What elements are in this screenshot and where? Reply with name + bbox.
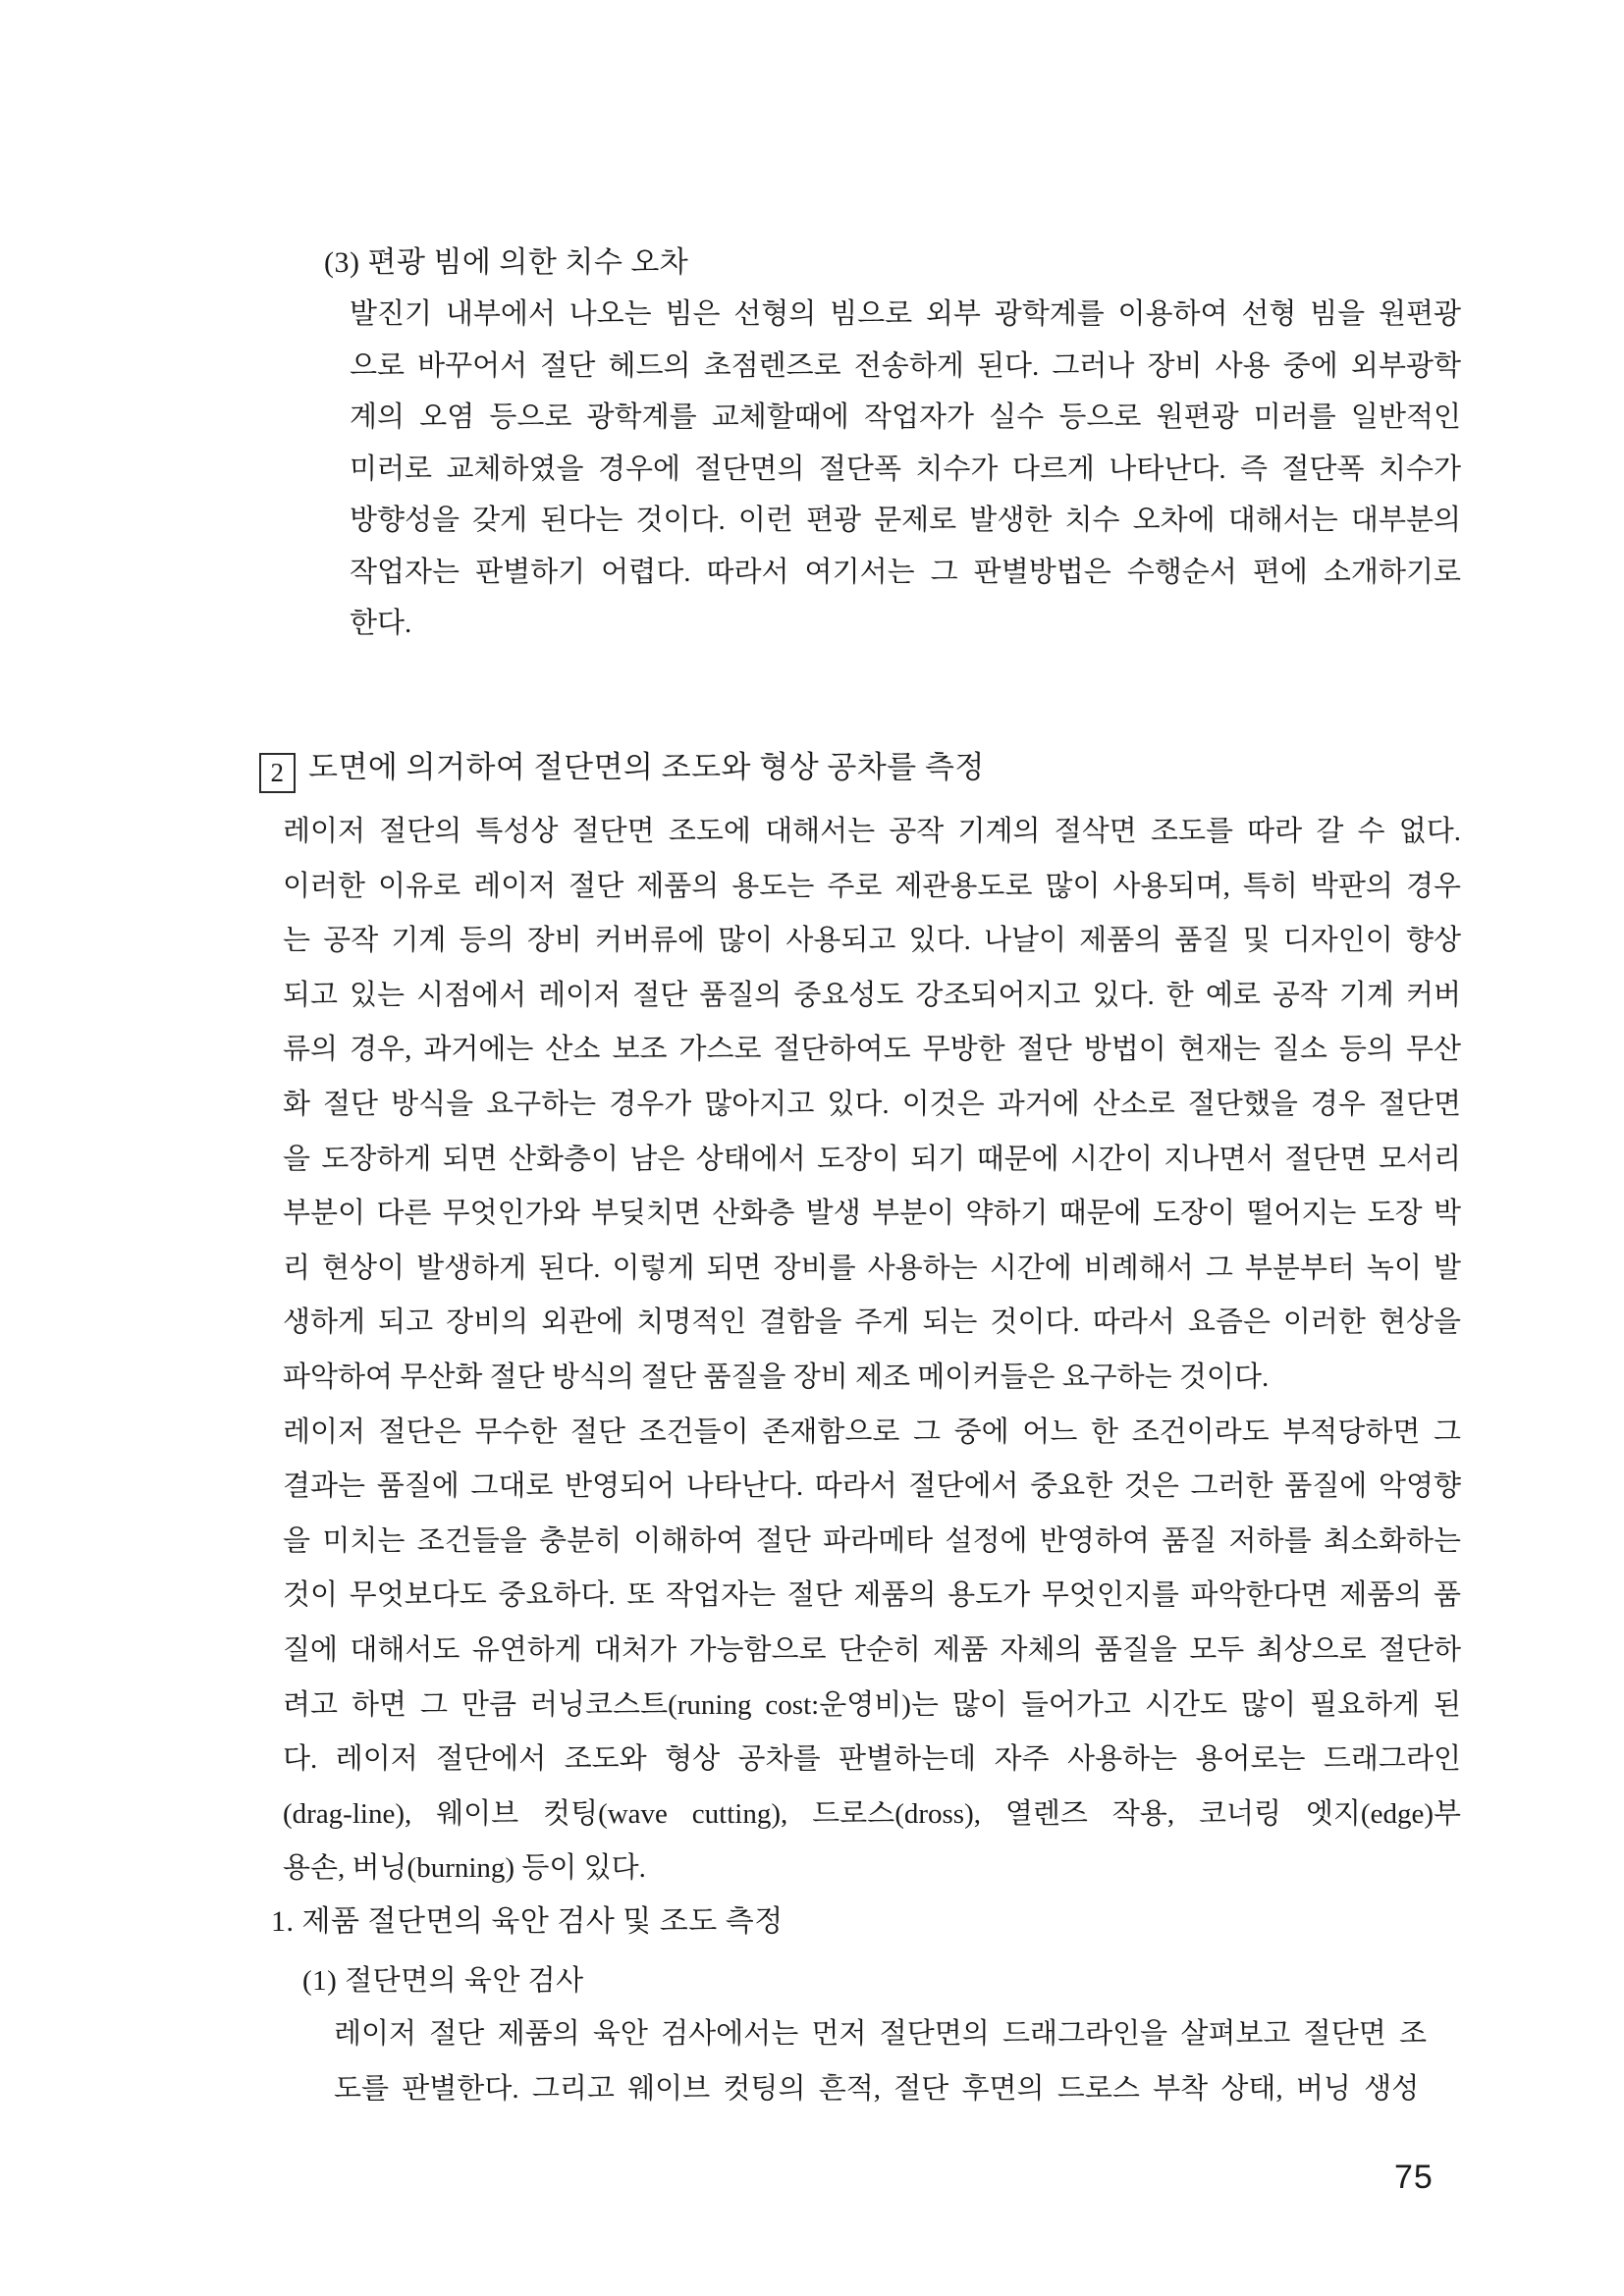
text-line: 레이저 절단의 특성상 절단면 조도에 대해서는 공작 기계의 절삭면 조도를 따라 갈 수 없다. bbox=[283, 816, 1461, 847]
text-line: 한다. bbox=[350, 608, 412, 639]
text-line: 발진기 내부에서 나오는 빔은 선형의 빔으로 외부 광학계를 이용하여 선형 빔을 원편광 bbox=[350, 298, 1461, 330]
section-2-paragraph-2 bbox=[283, 1406, 1461, 1896]
text-line: 도를 판별한다. 그리고 웨이브 컷팅의 흔적, 절단 후면의 드로스 부착 상태, 버닝 생성 bbox=[334, 2072, 1420, 2105]
subsection-1-1-heading: (1) 절단면의 육안 검사 bbox=[302, 1965, 584, 1997]
subsection-1-heading: 1. 제품 절단면의 육안 검사 및 조도 측정 bbox=[271, 1905, 784, 1938]
text-line: 레이저 절단 제품의 육안 검사에서는 먼저 절단면의 드래그라인을 살펴보고 절단면 조 bbox=[334, 2018, 1427, 2050]
text-line: 다. 레이저 절단에서 조도와 형상 공차를 판별하는데 자주 사용하는 용어로는 드래그라인 bbox=[283, 1743, 1461, 1776]
boxed-number-2-icon: 2 bbox=[259, 753, 296, 793]
text-line: 부분이 다른 무엇인가와 부딪치면 산화층 발생 부분이 약하기 때문에 도장이 떨어지는 도장 박 bbox=[283, 1198, 1461, 1230]
text-line: 질에 대해서도 유연하게 대처가 가능함으로 단순히 제품 자체의 품질을 모두 최상으로 절단하 bbox=[283, 1633, 1461, 1666]
section-3-heading: (3) 편광 빔에 의한 치수 오차 bbox=[324, 246, 689, 279]
text-line: 결과는 품질에 그대로 반영되어 나타난다. 따라서 절단에서 중요한 것은 그러한 품질에 악영향 bbox=[283, 1470, 1461, 1503]
section-2-body bbox=[283, 805, 1461, 1896]
section-2-heading bbox=[259, 746, 985, 793]
section-3-paragraph bbox=[350, 289, 1461, 650]
text-line: 계의 오염 등으로 광학계를 교체할때에 작업자가 실수 등으로 원편광 미러를 일반적인 bbox=[350, 401, 1461, 433]
text-line: 생하게 되고 장비의 외관에 치명적인 결함을 주게 되는 것이다. 따라서 요즘은 이러한 현상을 bbox=[283, 1307, 1461, 1339]
text-line: 으로 바꾸어서 절단 헤드의 초점렌즈로 전송하게 된다. 그러나 장비 사용 중에 외부광학 bbox=[350, 349, 1461, 382]
text-line: 려고 하면 그 만큼 러닝코스트(runing cost:운영비)는 많이 들어가고 시간도 많이 필요하게 된 bbox=[283, 1688, 1461, 1721]
section-2-paragraph-1 bbox=[283, 805, 1461, 1406]
page-number: 75 bbox=[1394, 2159, 1434, 2196]
text-line: 되고 있는 시점에서 레이저 절단 품질의 중요성도 강조되어지고 있다. 한 예로 공작 기계 커버 bbox=[283, 979, 1461, 1011]
text-line: 는 공작 기계 등의 장비 커버류에 많이 사용되고 있다. 나날이 제품의 품질 및 디자인이 향상 bbox=[283, 925, 1461, 957]
text-line: 레이저 절단은 무수한 절단 조건들이 존재함으로 그 중에 어느 한 조건이라도 부적당하면 그 bbox=[283, 1415, 1461, 1448]
text-line: 파악하여 무산화 절단 방식의 절단 품질을 장비 제조 메이커들은 요구하는 것이다. bbox=[283, 1361, 1270, 1393]
text-line: 리 현상이 발생하게 된다. 이렇게 되면 장비를 사용하는 시간에 비례해서 그 부분부터 녹이 발 bbox=[283, 1252, 1461, 1284]
text-line: 것이 무엇보다도 중요하다. 또 작업자는 절단 제품의 용도가 무엇인지를 파악한다면 제품의 품 bbox=[283, 1579, 1461, 1612]
text-line: 이러한 이유로 레이저 절단 제품의 용도는 주로 제관용도로 많이 사용되며, 특히 박판의 경우 bbox=[283, 870, 1461, 902]
text-line: (drag-line), 웨이브 컷팅(wave cutting), 드로스(dross), 열렌즈 작용, 코너링 엣지(edge)부 bbox=[283, 1797, 1461, 1830]
subsection-1-1-paragraph bbox=[334, 2007, 1463, 2116]
text-line: 을 도장하게 되면 산화층이 남은 상태에서 도장이 되기 때문에 시간이 지나면서 절단면 모서리 bbox=[283, 1143, 1461, 1175]
text-line: 류의 경우, 과거에는 산소 보조 가스로 절단하여도 무방한 절단 방법이 현재는 질소 등의 무산 bbox=[283, 1034, 1461, 1066]
text-line: 용손, 버닝(burning) 등이 있다. bbox=[283, 1852, 646, 1885]
text-line: 방향성을 갖게 된다는 것이다. 이런 편광 문제로 발생한 치수 오차에 대해서는 대부분의 bbox=[350, 505, 1461, 536]
text-line: 미러로 교체하였을 경우에 절단면의 절단폭 치수가 다르게 나타난다. 즉 절단폭 치수가 bbox=[350, 453, 1461, 485]
text-line: 을 미치는 조건들을 충분히 이해하여 절단 파라메타 설정에 반영하여 품질 저하를 최소화하는 bbox=[283, 1524, 1461, 1557]
text-line: 화 절단 방식을 요구하는 경우가 많아지고 있다. 이것은 과거에 산소로 절단했을 경우 절단면 bbox=[283, 1088, 1461, 1120]
text-line: 작업자는 판별하기 어렵다. 따라서 여기서는 그 판별방법은 수행순서 편에 소개하기로 bbox=[350, 556, 1461, 588]
section-2-heading-label: 도면에 의거하여 절단면의 조도와 형상 공차를 측정 bbox=[308, 750, 985, 784]
